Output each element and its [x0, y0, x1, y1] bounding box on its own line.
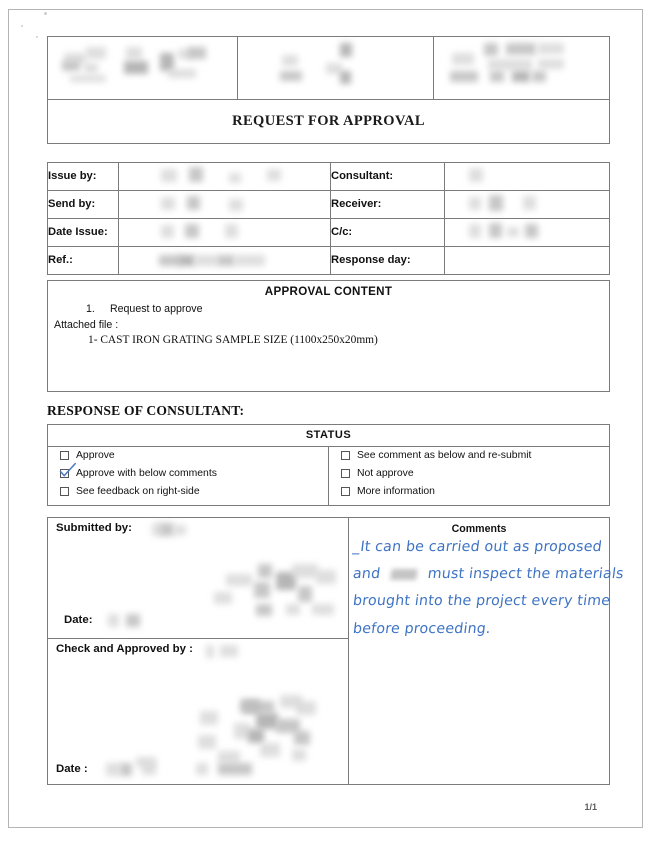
check-mark-icon	[59, 462, 77, 479]
submitted-by-cell	[48, 518, 349, 639]
response-of-consultant-heading: RESPONSE OF CONSULTANT:	[47, 403, 245, 418]
status-header-label: STATUS	[305, 429, 352, 441]
checkbox-row-approve[interactable]	[60, 447, 328, 463]
document-title-cell	[48, 100, 610, 144]
page-title: REQUEST FOR APPROVAL	[232, 113, 425, 129]
checkbox-label-see-comment-resubmit: See comment as below and re-submit	[357, 449, 532, 461]
approval-content-box	[47, 280, 610, 392]
redacted-name	[390, 569, 417, 580]
checkbox-label-see-feedback: See feedback on right-side	[76, 485, 200, 497]
handwritten-line-text: must inspect the materials	[426, 566, 625, 583]
label-submitted-by: Submitted by:	[56, 522, 132, 534]
status-table	[47, 424, 610, 506]
checkbox-approve[interactable]	[60, 451, 69, 460]
checkbox-see-comment-resubmit[interactable]	[341, 451, 350, 460]
checkbox-row-more-information[interactable]	[341, 483, 609, 499]
table-row	[48, 219, 610, 247]
header-cell-project	[238, 37, 434, 100]
label-checked-date: Date :	[56, 763, 88, 775]
handwritten-comment	[353, 540, 629, 636]
value-issue-by	[119, 163, 331, 191]
label-cc: C/c:	[331, 219, 445, 247]
scan-speck	[21, 25, 23, 27]
handwritten-line: _It can be carried out as proposed	[352, 539, 603, 555]
value-cc	[445, 219, 610, 247]
header-cell-doc-ref	[434, 37, 610, 100]
value-ref	[119, 247, 331, 275]
value-receiver	[445, 191, 610, 219]
comments-cell	[349, 518, 625, 785]
checkbox-label-not-approve: Not approve	[357, 467, 414, 479]
checkbox-not-approve[interactable]	[341, 469, 350, 478]
approval-content-heading: APPROVAL CONTENT	[264, 285, 393, 298]
label-date-issue: Date Issue:	[48, 219, 119, 247]
status-header-cell	[48, 425, 610, 447]
status-options-right	[329, 447, 610, 506]
approval-item-text: Request to approve	[110, 303, 203, 315]
value-response-day	[445, 247, 610, 275]
checkbox-label-approve: Approve	[76, 449, 115, 461]
checkbox-row-not-approve[interactable]	[341, 465, 609, 481]
status-options-left	[48, 447, 329, 506]
checkbox-approve-with-comments[interactable]	[60, 469, 69, 478]
checkbox-label-more-information: More information	[357, 485, 435, 497]
label-receiver: Receiver:	[331, 191, 445, 219]
document-info-table	[47, 162, 610, 275]
table-row	[48, 191, 610, 219]
table-row	[48, 163, 610, 191]
checked-and-approved-by-cell	[48, 639, 349, 785]
checkbox-see-feedback[interactable]	[60, 487, 69, 496]
comments-title: Comments	[451, 523, 507, 535]
label-check-approved-by: Check and Approved by :	[56, 643, 193, 655]
label-consultant: Consultant:	[331, 163, 445, 191]
handwritten-line: before proceeding.	[352, 620, 492, 637]
label-send-by: Send by:	[48, 191, 119, 219]
handwritten-line: brought into the project every time	[352, 593, 612, 610]
value-consultant	[445, 163, 610, 191]
checkbox-row-approve-with-comments[interactable]	[60, 465, 328, 481]
handwritten-line	[352, 567, 630, 581]
value-send-by	[119, 191, 331, 219]
header-cell-company	[48, 37, 238, 100]
table-row	[48, 247, 610, 275]
label-submitted-date: Date:	[64, 614, 93, 626]
label-ref: Ref.:	[48, 247, 119, 275]
checkbox-label-approve-with-comments: Approve with below comments	[76, 467, 217, 479]
handwritten-line-text: and	[352, 566, 382, 583]
checkbox-row-see-feedback[interactable]	[60, 483, 328, 499]
approval-item-line	[86, 303, 609, 315]
document-header-table	[47, 36, 610, 144]
label-response-day: Response day:	[331, 247, 445, 275]
attached-file-item: 1- CAST IRON GRATING SAMPLE SIZE (1100x250x20mm)	[88, 334, 378, 346]
attached-file-label: Attached file :	[54, 319, 119, 331]
scan-speck	[36, 36, 38, 38]
page-number: 1/1	[584, 802, 597, 812]
scan-speck	[44, 12, 47, 15]
label-issue-by: Issue by:	[48, 163, 119, 191]
checkbox-row-see-comment-resubmit[interactable]	[341, 447, 609, 463]
value-date-issue	[119, 219, 331, 247]
signature-and-comments-table	[47, 517, 625, 785]
approval-item-number: 1.	[86, 303, 95, 315]
checkbox-more-information[interactable]	[341, 487, 350, 496]
